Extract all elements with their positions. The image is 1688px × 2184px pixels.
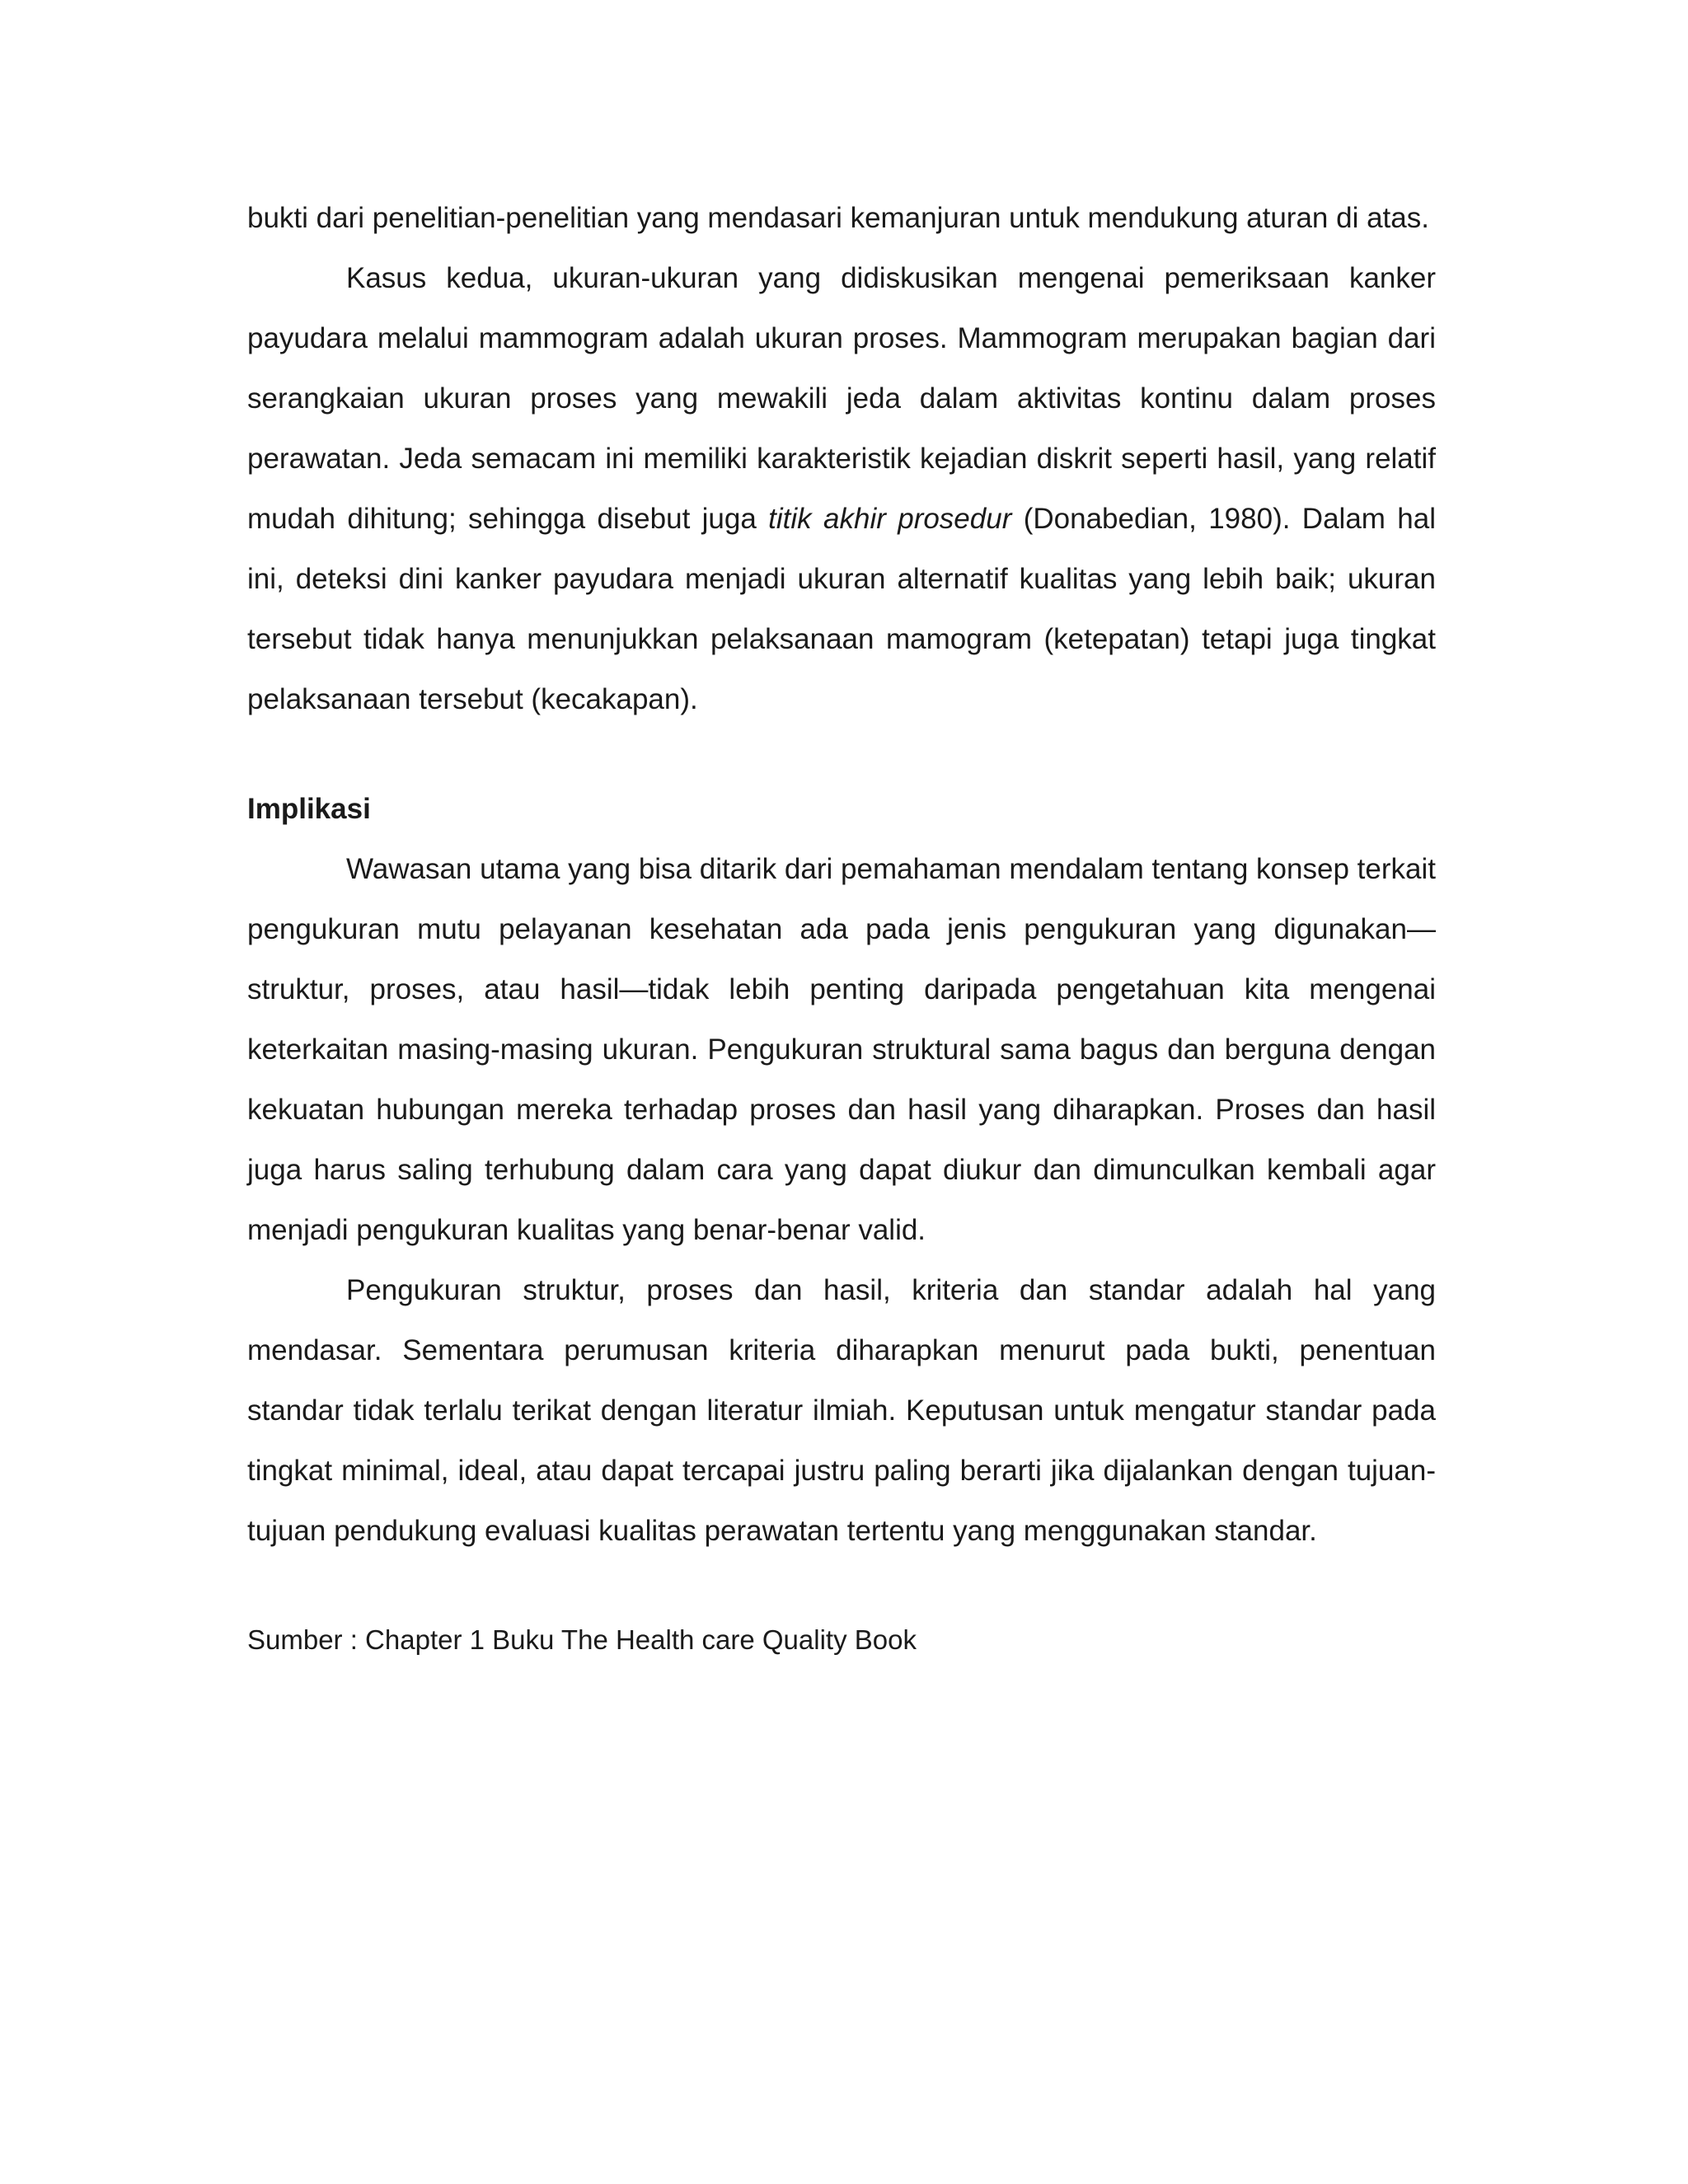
section-heading-implikasi: Implikasi [247,793,371,825]
paragraph-case-two [247,248,1436,729]
source-citation: Sumber : Chapter 1 Buku The Health care Quality Book [247,1624,917,1655]
paragraph-case-two-text-1: Kasus kedua, ukuran-ukuran yang didiskusikan mengenai pemeriksaan kanker payudara melalui mammogram adalah ukuran proses. Mammogram merupakan bagian dari serangkaian ukuran proses yang mewakili jeda dalam aktivitas kontinu dalam proses perawatan. Jeda semacam ini memiliki karakteristik kejadian diskrit seperti hasil, yang relatif mudah dihitung; sehingga disebut juga [247,262,1436,535]
paragraph-implikasi-1: Wawasan utama yang bisa ditarik dari pemahaman mendalam tentang konsep terkait pengukuran mutu pelayanan kesehatan ada pada jenis pengukuran yang digunakan—struktur, proses, atau hasil—tidak lebih penting daripada pengetahuan kita mengenai keterkaitan masing-masing ukuran. Pengukuran struktural sama bagus dan berguna dengan kekuatan hubungan mereka terhadap proses dan hasil yang diharapkan. Proses dan hasil juga harus saling terhubung dalam cara yang dapat diukur dan dimunculkan kembali agar menjadi pengukuran kualitas yang benar-benar valid. [247,853,1436,1246]
paragraph-implikasi-2: Pengukuran struktur, proses dan hasil, kriteria dan standar adalah hal yang mendasar. Sementara perumusan kriteria diharapkan menurut pada bukti, penentuan standar tidak terlalu terikat dengan literatur ilmiah. Keputusan untuk mengatur standar pada tingkat minimal, ideal, atau dapat tercapai justru paling berarti jika dijalankan dengan tujuan-tujuan pendukung evaluasi kualitas perawatan tertentu yang menggunakan standar. [247,1274,1436,1547]
document-body [247,188,1436,1665]
paragraph-case-two-italic: titik akhir prosedur [768,503,1012,535]
paragraph-continuation: bukti dari penelitian-penelitian yang mendasari kemanjuran untuk mendukung aturan di atas. [247,202,1429,234]
paragraph-case-two-text-2: (Donabedian, 1980). Dalam hal ini, deteksi dini kanker payudara menjadi ukuran alternatif kualitas yang lebih baik; ukuran tersebut tidak hanya menunjukkan pelaksanaan mamogram (ketepatan) tetapi juga tingkat pelaksanaan tersebut (kecakapan). [247,503,1436,715]
